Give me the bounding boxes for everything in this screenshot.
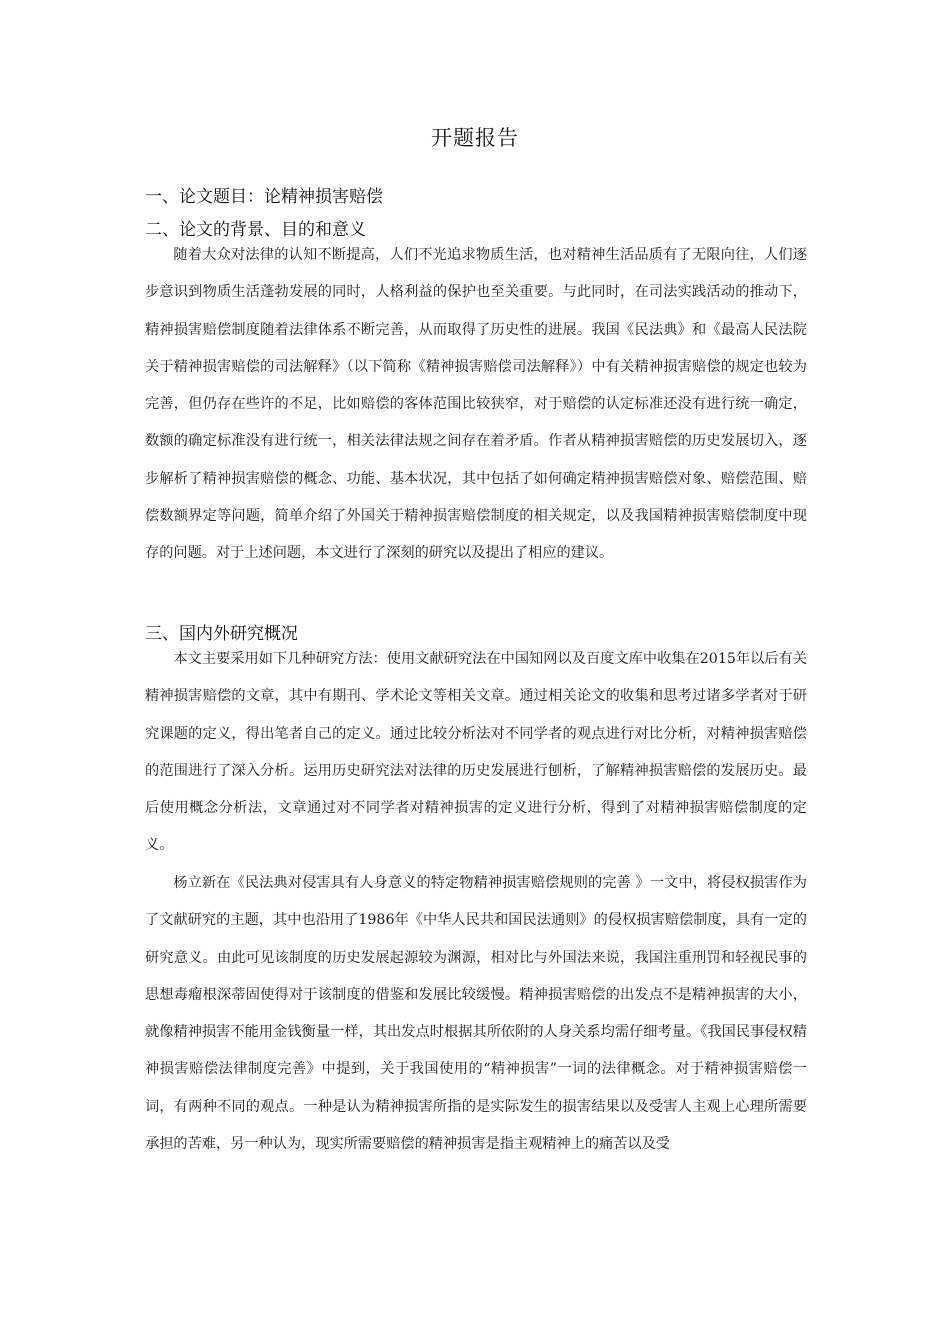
page-title: 开题报告 [431,126,519,150]
section-heading-background: 二、论文的背景、目的和意义 [145,220,366,240]
section-heading-topic: 一、论文题目：论精神损害赔偿 [145,187,383,207]
paragraph-research-methods: 本文主要采用如下几种研究方法：使用文献研究法在中国知网以及百度文库中收集在2015年以后有关精神损害赔偿的文章，其中有期刊、学术论文等相关文章。通过相关论文的收集和思考过诸多学者对于研究课题的定义，得出笔者自己的定义。通过比较分析法对不同学者的观点进行对比分析，对精神损害赔偿的范围进行了深入分析。运用历史研究法对法律的历史发展进行刨析，了解精神损害赔偿的发展历史。最后使用概念分析法，文章通过对不同学者对精神损害的定义进行分析，得到了对精神损害赔偿制度的定义。 [145,651,807,854]
paragraph-background: 随着大众对法律的认知不断提高，人们不光追求物质生活，也对精神生活品质有了无限向往，人们逐步意识到物质生活蓬勃发展的同时，人格利益的保护也至关重要。与此同时，在司法实践活动的推动下，精神损害赔偿制度随着法律体系不断完善，从而取得了历史性的进展。我国《民法典》和《最高人民法院关于精神损害赔偿的司法解释》（以下简称《精神损害赔偿司法解释》）中有关精神损害赔偿的规定也较为完善，但仍存在些许的不足，比如赔偿的客体范围比较狭窄，对于赔偿的认定标准还没有进行统一确定，数额的确定标准没有进行统一，相关法律法规之间存在着矛盾。作者从精神损害赔偿的历史发展切入，逐步解析了精神损害赔偿的概念、功能、基本状况，其中包括了如何确定精神损害赔偿对象、赔偿范围、赔偿数额界定等问题，简单介绍了外国关于精神损害赔偿制度的相关规定，以及我国精神损害赔偿制度中现存的问题。对于上述问题，本文进行了深刻的研究以及提出了相应的建议。 [145,247,807,562]
paragraph-literature-review: 杨立新在《民法典对侵害具有人身意义的特定物精神损害赔偿规则的完善 》一文中，将侵权损害作为了文献研究的主题，其中也沿用了1986年《中华人民共和国民法通则》的侵权损害赔偿制度，具有一定的研究意义。由此可见该制度的历史发展起源较为渊源，相对比与外国法来说，我国注重刑罚和轻视民事的思想毒瘤根深蒂固使得对于该制度的借鉴和发展比较缓慢。精神损害赔偿的出发点不是精神损害的大小，就像精神损害不能用金钱衡量一样，其出发点时根据其所依附的人身关系均需仔细考量。《我国民事侵权精神损害赔偿法律制度完善》中提到，关于我国使用的“精神损害”一词的法律概念。对于精神损害赔偿一词，有两种不同的观点。一种是认为精神损害所指的是实际发生的损害结果以及受害人主观上心理所需要承担的苦难，另一种认为，现实所需要赔偿的精神损害是指主观精神上的痛苦以及受 [145,875,807,1153]
section-heading-research-overview: 三、国内外研究概况 [145,624,298,644]
